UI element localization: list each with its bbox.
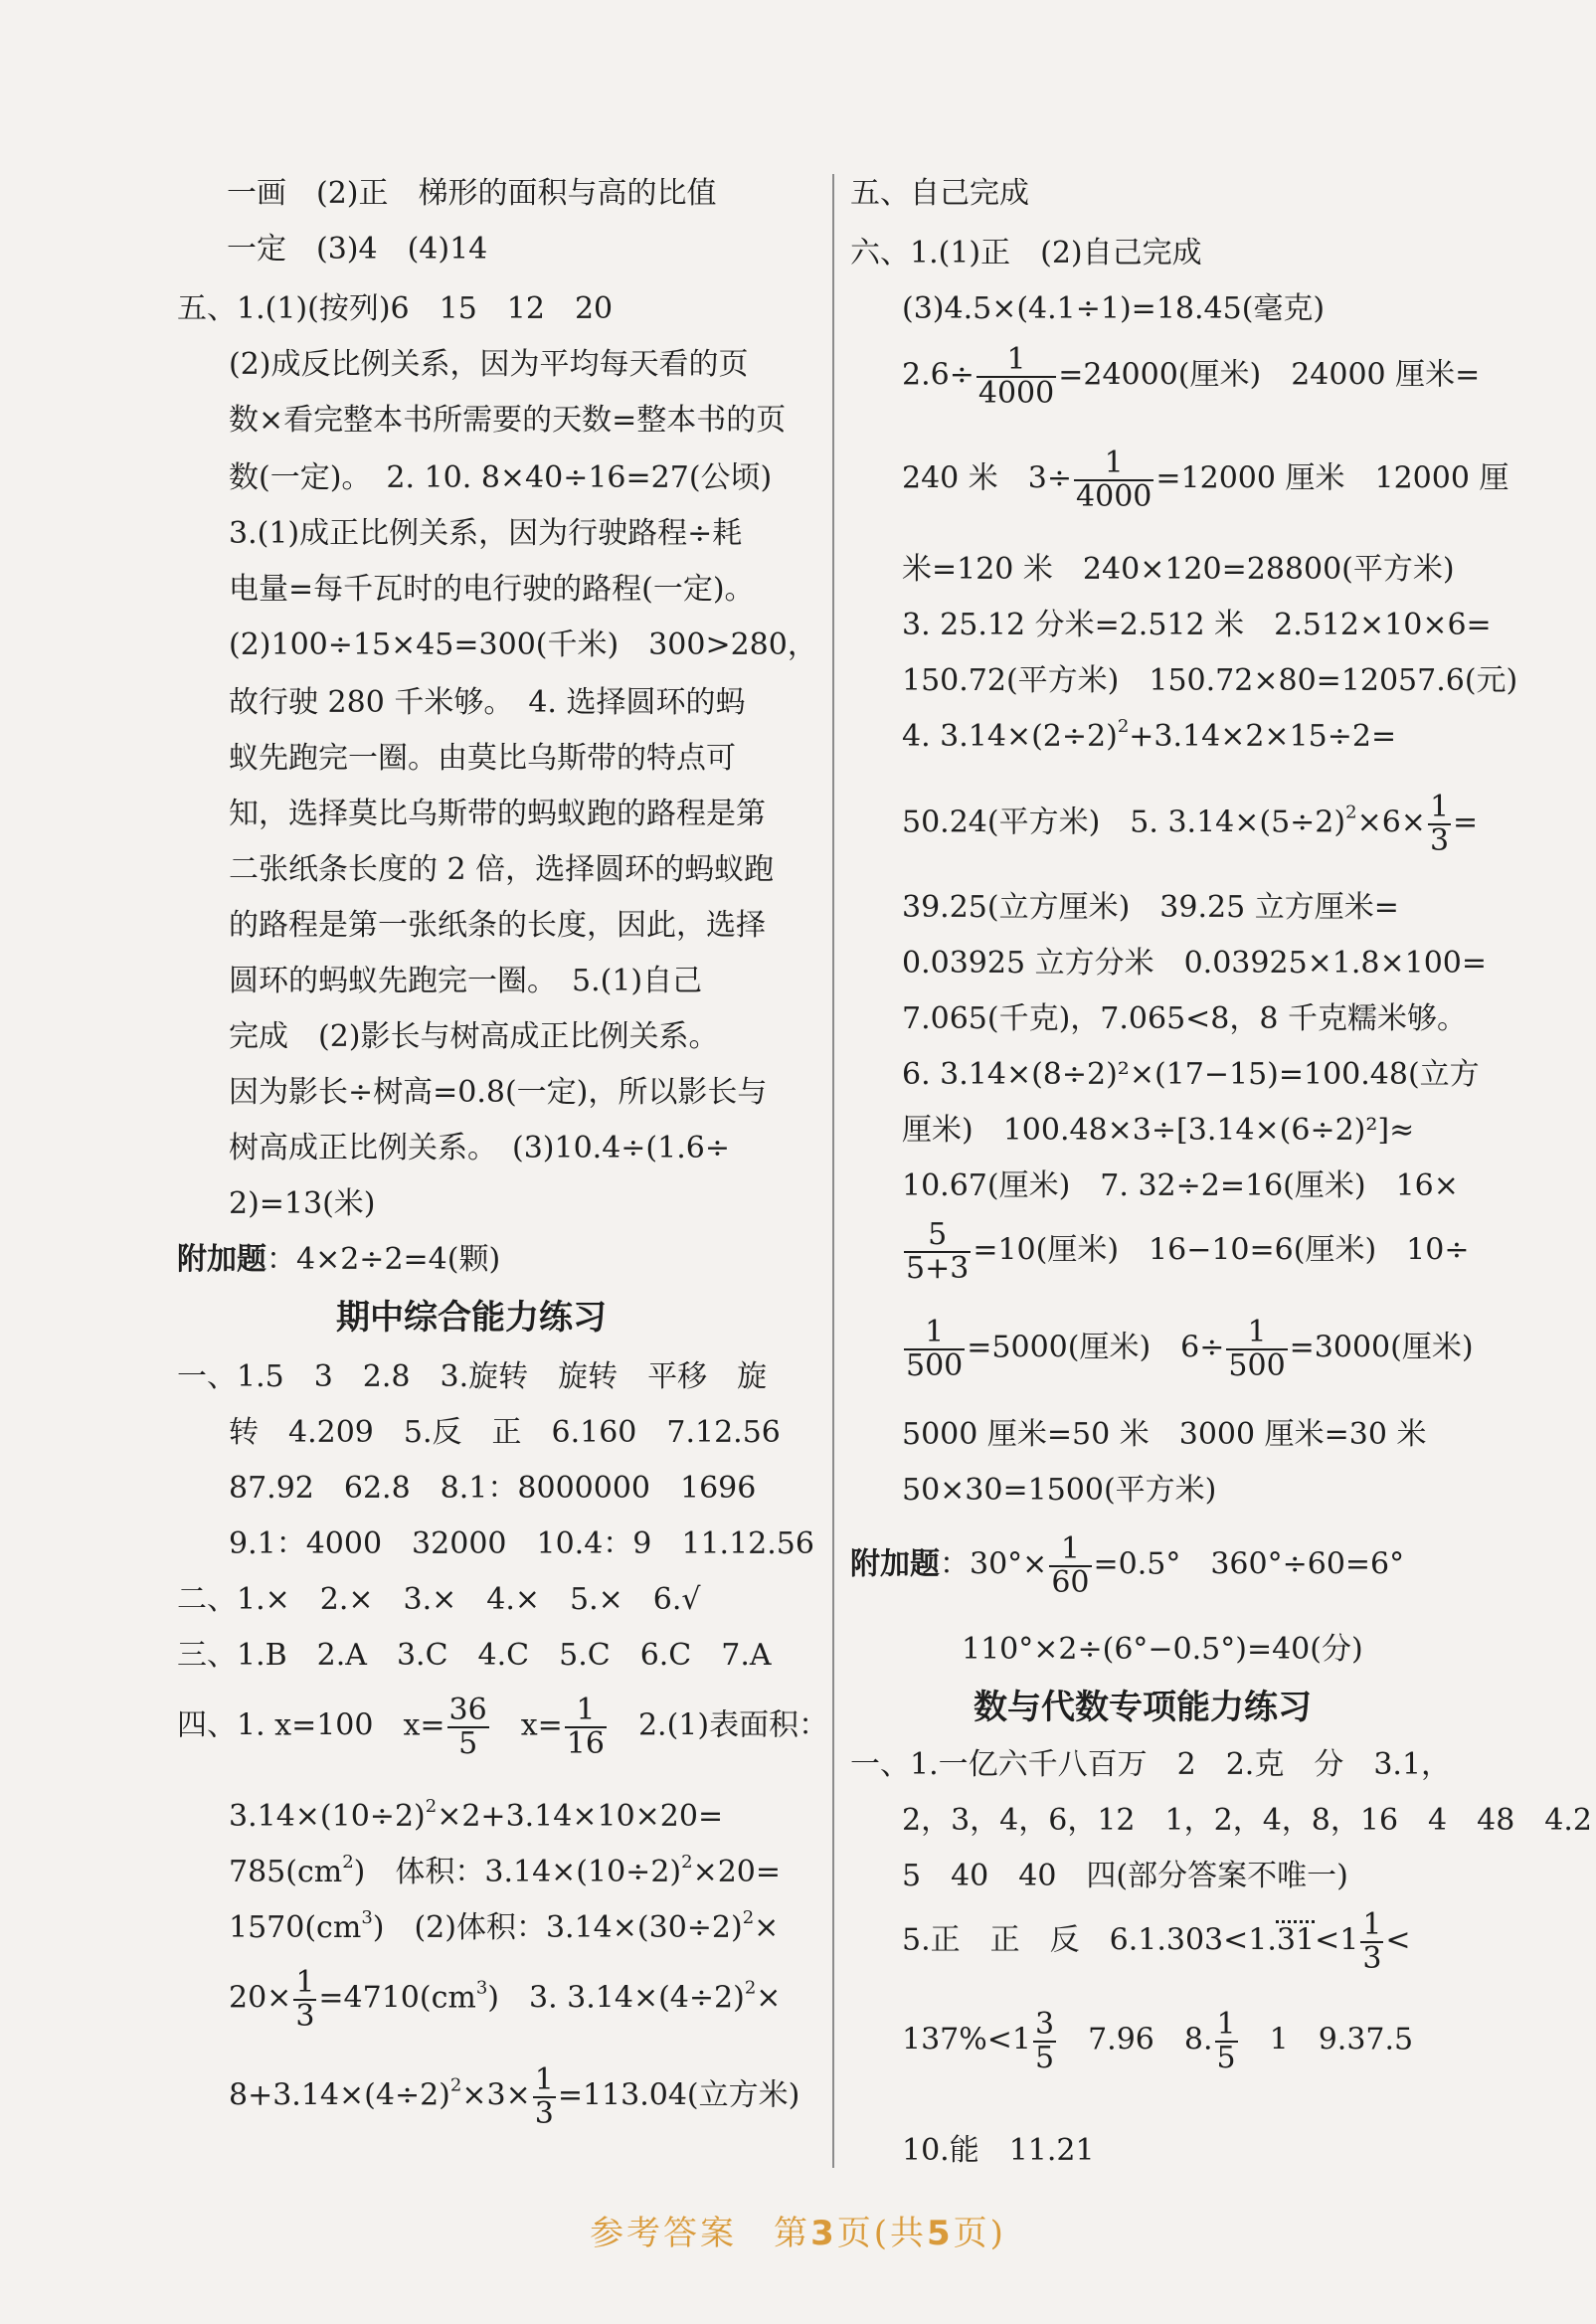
- denominator: 500: [906, 1347, 964, 1383]
- answer-line: 三、1.B 2.A 3.C 4.C 5.C 6.C 7.A: [177, 1638, 772, 1673]
- fraction: [1215, 2009, 1238, 2073]
- text-segment: 8+3.14×(4÷2): [229, 2077, 450, 2113]
- answer-line: 的路程是第一张纸条的长度，因此，选择: [229, 908, 766, 943]
- fraction: [565, 1695, 607, 1759]
- answer-line: (3)4.5×(4.1÷1)=18.45(毫克): [902, 291, 1326, 326]
- numerator: 1: [534, 2062, 554, 2097]
- text-segment: 20×: [229, 1980, 292, 2016]
- footer-text: 参考答案 第: [590, 2214, 811, 2253]
- bonus-label: 附加题: [177, 1242, 266, 1277]
- answer-line: 米=120 米 240×120=28800(平方米): [902, 552, 1455, 587]
- answer-line: 五、自己完成: [850, 176, 1029, 211]
- numerator: 1: [1362, 1907, 1382, 1942]
- answer-line: 因为影长÷树高=0.8(一定)，所以影长与: [229, 1075, 768, 1110]
- answer-line: (2)100÷15×45=300(千米) 300>280，: [229, 627, 817, 662]
- text-segment: +3.14×2×15÷2=: [1129, 719, 1397, 754]
- fraction: [976, 344, 1056, 409]
- text-segment: =12000 厘米 12000 厘: [1155, 460, 1509, 496]
- text-segment: ) 体积：3.14×(10÷2): [353, 1855, 682, 1889]
- answer-line: [902, 1317, 1474, 1381]
- denominator: 5: [1035, 2040, 1055, 2075]
- text-segment: ×: [754, 1910, 780, 1945]
- answer-line: [229, 1967, 781, 2032]
- answer-line: 数×看完整本书所需要的天数=整本书的页: [229, 403, 787, 438]
- answer-line: 六、1.(1)正 (2)自己完成: [850, 236, 1202, 270]
- text-segment: ×2+3.14×10×20=: [437, 1799, 724, 1834]
- numerator: 1: [1216, 2007, 1236, 2042]
- text-segment: 2.(1)表面积：: [637, 1707, 829, 1743]
- answer-line: 二张纸条长度的 2 倍，选择圆环的蚂蚁跑: [229, 852, 775, 887]
- answer-line: [229, 1796, 724, 1834]
- answer-line: 完成 (2)影长与树高成正比例关系。: [229, 1019, 719, 1054]
- answer-line: 150.72(平方米) 150.72×80=12057.6(元): [902, 663, 1518, 698]
- answer-line: 10.能 11.21: [902, 2133, 1095, 2168]
- text-segment: =0.5° 360°÷60=6°: [1093, 1546, 1405, 1582]
- answer-line: [902, 792, 1478, 856]
- exponent: 2: [744, 1977, 757, 1999]
- numerator: 1: [925, 1315, 945, 1349]
- answer-line: 87.92 62.8 8.1：8000000 1696: [229, 1471, 757, 1506]
- text-segment: ×20=: [692, 1855, 782, 1889]
- repeating-decimal: 31: [1276, 1922, 1316, 1958]
- fraction: [904, 1317, 965, 1381]
- text-segment: 3.14×(10÷2): [229, 1799, 426, 1834]
- answer-line: 故行驶 280 千米够。 4. 选择圆环的蚂: [229, 685, 746, 720]
- denominator: 3: [295, 1998, 315, 2034]
- exponent: 2: [681, 1852, 693, 1873]
- answer-line: 3.(1)成正比例关系，因为行驶路程÷耗: [229, 516, 743, 551]
- answer-line: 6. 3.14×(8÷2)²×(17−15)=100.48(立方: [902, 1057, 1480, 1092]
- fraction: [447, 1695, 489, 1759]
- text-segment: =: [1453, 804, 1479, 840]
- answer-line: 树高成正比例关系。 (3)10.4÷(1.6÷: [229, 1131, 730, 1165]
- text-segment: =113.04(立方米): [557, 2077, 800, 2113]
- answer-line: [229, 1852, 782, 1889]
- answer-line: [229, 2064, 799, 2129]
- answer-line: [902, 1219, 1469, 1284]
- answer-line: (2)成反比例关系，因为平均每天看的页: [229, 347, 749, 382]
- text-segment: 1 9.37.5: [1269, 2022, 1414, 2057]
- answer-line: [902, 344, 1480, 409]
- answer-line: 50×30=1500(平方米): [902, 1473, 1217, 1508]
- exponent: 2: [425, 1796, 438, 1817]
- text-segment: 137%<1: [902, 2022, 1031, 2057]
- text-segment: =3000(厘米): [1289, 1330, 1474, 1365]
- denominator: 60: [1051, 1564, 1090, 1600]
- answer-line: 一定 (3)4 (4)14: [227, 232, 488, 267]
- fraction: [1049, 1533, 1091, 1598]
- answer-line: [902, 716, 1397, 754]
- text-segment: 240 米 3÷: [902, 460, 1073, 496]
- answer-line: 10.67(厘米) 7. 32÷2=16(厘米) 16×: [902, 1168, 1459, 1203]
- text-segment: 785(cm: [229, 1855, 343, 1889]
- fraction: [1428, 792, 1451, 856]
- fraction: [1360, 1909, 1383, 1974]
- denominator: 3: [1429, 822, 1450, 858]
- numerator: 1: [295, 1965, 315, 2000]
- exponent: 3: [361, 1907, 373, 1928]
- answer-line: 知，选择莫比乌斯带的蚂蚁跑的路程是第: [229, 797, 766, 831]
- text-segment: =24000(厘米) 24000 厘米=: [1058, 357, 1481, 393]
- answer-line: 电量=每千瓦时的电行驶的路程(一定)。: [229, 572, 755, 607]
- answer-line: 一画 (2)正 梯形的面积与高的比值: [227, 176, 717, 211]
- answer-line: 0.03925 立方分米 0.03925×1.8×100=: [902, 946, 1488, 981]
- exponent: 2: [449, 2074, 462, 2096]
- denominator: 3: [534, 2095, 554, 2131]
- denominator: 4000: [1076, 478, 1153, 514]
- numerator: 1: [1247, 1315, 1267, 1349]
- text-segment: ×3×: [461, 2077, 531, 2113]
- total-pages: 5: [927, 2214, 954, 2253]
- denominator: 5: [1216, 2040, 1236, 2075]
- page-footer: [0, 2206, 1596, 2254]
- numerator: 5: [928, 1217, 948, 1252]
- text-segment: <1: [1315, 1922, 1359, 1958]
- denominator: 5: [447, 1726, 489, 1760]
- answer-line: 39.25(立方厘米) 39.25 立方厘米=: [902, 890, 1399, 925]
- text-segment: 4. 3.14×(2÷2): [902, 719, 1118, 754]
- numerator: 3: [1035, 2007, 1055, 2042]
- text-segment: x=: [520, 1707, 563, 1743]
- exponent: 3: [475, 1977, 488, 1999]
- bonus-label: 附加题: [850, 1546, 940, 1582]
- footer-text: 页(共: [836, 2214, 927, 2253]
- answer-line: [177, 1695, 828, 1759]
- fraction: [904, 1219, 971, 1284]
- denominator: 4000: [977, 375, 1055, 411]
- text-segment: <: [1385, 1922, 1411, 1958]
- text-segment: ×: [756, 1980, 782, 2016]
- text-segment: =10(厘米) 16−10=6(厘米) 10÷: [973, 1232, 1470, 1268]
- bonus-line: [177, 1242, 501, 1277]
- section-title: 数与代数专项能力练习: [974, 1688, 1312, 1727]
- text-segment: 7.96 8.: [1088, 2022, 1213, 2057]
- answer-line: 2)=13(米): [229, 1186, 376, 1221]
- page-number: 3: [810, 2214, 837, 2253]
- numerator: 1: [1006, 342, 1026, 377]
- answer-line: 圆环的蚂蚁先跑完一圈。 5.(1)自己: [229, 964, 703, 998]
- answer-line: 5 40 40 四(部分答案不唯一): [902, 1859, 1348, 1893]
- fraction: [1074, 447, 1153, 512]
- text-segment: ×6×: [1356, 804, 1426, 840]
- text-segment: 5.正 正 反 6.1.303<1.: [902, 1922, 1277, 1958]
- exponent: 2: [342, 1852, 354, 1873]
- answer-line: 3. 25.12 分米=2.512 米 2.512×10×6=: [902, 608, 1492, 642]
- numerator: 1: [1429, 790, 1450, 824]
- denominator: 500: [1228, 1347, 1286, 1383]
- answer-line: [229, 1907, 780, 1945]
- text-segment: 50.24(平方米) 5. 3.14×(5÷2): [902, 804, 1346, 840]
- numerator: 1: [1104, 446, 1124, 480]
- fraction: [293, 1967, 316, 2032]
- exponent: 2: [1345, 802, 1357, 823]
- bonus-answer: ：4×2÷2=4(颗): [266, 1242, 501, 1277]
- answer-line: 转 4.209 5.反 正 6.160 7.12.56: [229, 1415, 781, 1450]
- text-segment: ：30°×: [940, 1546, 1048, 1582]
- text-segment: ) (2)体积：3.14×(30÷2): [372, 1910, 743, 1945]
- section-title: 期中综合能力练习: [336, 1298, 607, 1338]
- denominator: 5+3: [906, 1250, 970, 1286]
- answer-line: 一、1.一亿六千八百万 2 2.克 分 3.1，: [850, 1747, 1452, 1782]
- denominator: 16: [566, 1725, 605, 1761]
- bonus-line: [850, 1533, 1404, 1598]
- text-segment: 四、1. x=100 x=: [177, 1707, 445, 1743]
- answer-line: 厘米) 100.48×3÷[3.14×(6÷2)²]≈: [902, 1113, 1415, 1148]
- numerator: 1: [1060, 1531, 1080, 1566]
- column-divider: [832, 174, 834, 2168]
- fraction: [533, 2064, 556, 2129]
- answer-line: 数(一定)。 2. 10. 8×40÷16=27(公顷): [229, 460, 773, 495]
- fraction: [1226, 1317, 1287, 1381]
- text-segment: ) 3. 3.14×(4÷2): [487, 1980, 745, 2016]
- answer-line: 蚁先跑完一圈。由莫比乌斯带的特点可: [229, 741, 736, 776]
- answer-line: 110°×2÷(6°−0.5°)=40(分): [962, 1632, 1363, 1667]
- exponent: 2: [1117, 716, 1130, 737]
- denominator: 3: [1362, 1940, 1382, 1976]
- text-segment: =4710(cm: [318, 1980, 476, 2016]
- answer-line: 9.1：4000 32000 10.4：9 11.12.56: [229, 1526, 814, 1561]
- answer-line: [902, 1909, 1411, 1974]
- fraction: [1033, 2009, 1056, 2073]
- footer-text: 页): [953, 2214, 1006, 2253]
- numerator: 1: [576, 1693, 596, 1727]
- text-segment: 1570(cm: [229, 1910, 362, 1945]
- answer-line: 一、1.5 3 2.8 3.旋转 旋转 平移 旋: [177, 1359, 768, 1394]
- answer-line: 7.065(千克)，7.065<8，8 千克糯米够。: [902, 1001, 1468, 1036]
- answer-line: 二、1.× 2.× 3.× 4.× 5.× 6.√: [177, 1582, 701, 1617]
- exponent: 2: [742, 1907, 755, 1928]
- text-segment: =5000(厘米) 6÷: [967, 1330, 1225, 1365]
- answer-line: 5000 厘米=50 米 3000 厘米=30 米: [902, 1417, 1427, 1452]
- answer-line: 五、1.(1)(按列)6 15 12 20: [177, 291, 614, 326]
- text-segment: 2.6÷: [902, 357, 975, 393]
- answer-line: [902, 2009, 1413, 2073]
- answer-line: [902, 447, 1508, 512]
- answer-line: 2，3，4，6，12 1，2，4，8，16 4 48 4.2: [902, 1803, 1593, 1838]
- numerator: 36: [448, 1693, 487, 1727]
